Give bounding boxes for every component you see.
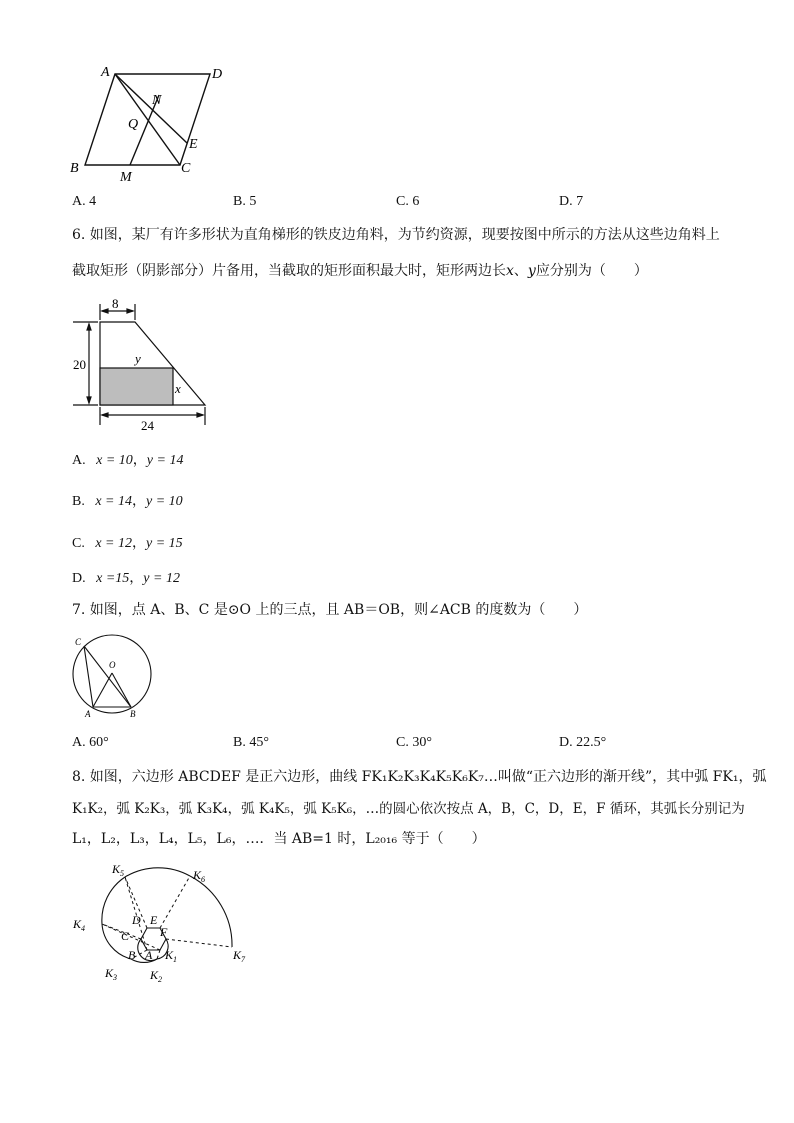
q8-involute-figure [65, 855, 265, 990]
q8-label-k4: $K_4$ [73, 917, 86, 933]
q6-label-top: 8 [112, 296, 119, 311]
q6-label-x: x [175, 381, 181, 396]
q8-label-k6: $K_6$ [193, 868, 206, 884]
q8-label-d: D [132, 913, 141, 927]
q6-label-bottom: 24 [141, 418, 154, 432]
q8-label-k3: $K_3$ [105, 966, 118, 982]
q6-label-y: y [135, 351, 141, 366]
q5-option-b: B. 5 [233, 194, 257, 209]
q6-label-left: 20 [73, 357, 86, 372]
q5-parallelogram-figure [60, 58, 240, 188]
q5-label-e: E [189, 137, 198, 152]
q5-option-d: D. 7 [559, 194, 584, 209]
q7-circle-figure [65, 628, 165, 723]
q6-option-c: C. x = 12，y = 15 [72, 536, 183, 551]
q7-question-line: 7. 如图，点 A、B、C 是⊙O 上的三点，且 AB＝OB，则∠ACB 的度数为（ ） [72, 602, 588, 618]
q5-option-c: C. 6 [396, 194, 420, 209]
q7-option-c: C. 30° [396, 735, 432, 750]
q5-label-n: N [152, 93, 162, 108]
q7-label-a: A [85, 709, 91, 719]
q8-label-c: C [121, 929, 130, 943]
q8-question-line1: 8. 如图，六边形 ABCDEF 是正六边形，曲线 FK₁K₂K₃K₄K₅K₆K₇…叫做“正六边形的渐开线”，其中弧 FK₁，弧 [72, 769, 767, 785]
q8-label-b: B [128, 948, 136, 962]
q6-trapezoid-figure [65, 292, 215, 432]
q6-question-line2: 截取矩形（阴影部分）片备用，当截取的矩形面积最大时，矩形两边长x、y应分别为（ ） [72, 263, 648, 279]
q5-label-c: C [181, 161, 191, 176]
q5-label-d: D [212, 67, 223, 82]
q7-label-c: C [75, 637, 82, 647]
q7-option-d: D. 22.5° [559, 735, 607, 750]
q6-option-b: B. x = 14，y = 10 [72, 494, 183, 509]
q8-label-k7: $K_7$ [233, 948, 246, 964]
q7-option-b: B. 45° [233, 735, 269, 750]
q8-label-k1: $K_1$ [165, 948, 178, 964]
q5-label-a: A [101, 65, 110, 80]
q7-label-b: B [130, 709, 136, 719]
q7-option-a: A. 60° [72, 735, 109, 750]
q8-question-line3: L₁，L₂，L₃，L₄，L₅，L₆，…．当 AB=1 时，L₂₀₁₆ 等于（ ） [72, 831, 486, 847]
q8-label-a: A [145, 948, 153, 962]
q8-question-line2: K₁K₂，弧 K₂K₃，弧 K₃K₄，弧 K₄K₅，弧 K₅K₆，…的圆心依次按点 A，B，C，D，E，F 循环，其弧长分别记为 [72, 801, 745, 817]
q8-label-f: F [160, 925, 168, 939]
q5-label-b: B [70, 161, 79, 176]
q5-label-q: Q [128, 117, 139, 132]
q5-label-m: M [120, 170, 132, 185]
q7-label-o: O [109, 660, 116, 670]
q5-option-a: A. 4 [72, 194, 97, 209]
q6-option-d: D. x =15，y = 12 [72, 571, 180, 586]
q6-question-line1: 6. 如图，某厂有许多形状为直角梯形的铁皮边角料，为节约资源，现要按图中所示的方法从这些边角料上 [72, 227, 720, 243]
q8-label-k5: $K_5$ [112, 862, 125, 878]
q8-label-e: E [150, 913, 158, 927]
q6-option-a: A. x = 10，y = 14 [72, 453, 184, 468]
q8-label-k2: $K_2$ [150, 968, 163, 984]
